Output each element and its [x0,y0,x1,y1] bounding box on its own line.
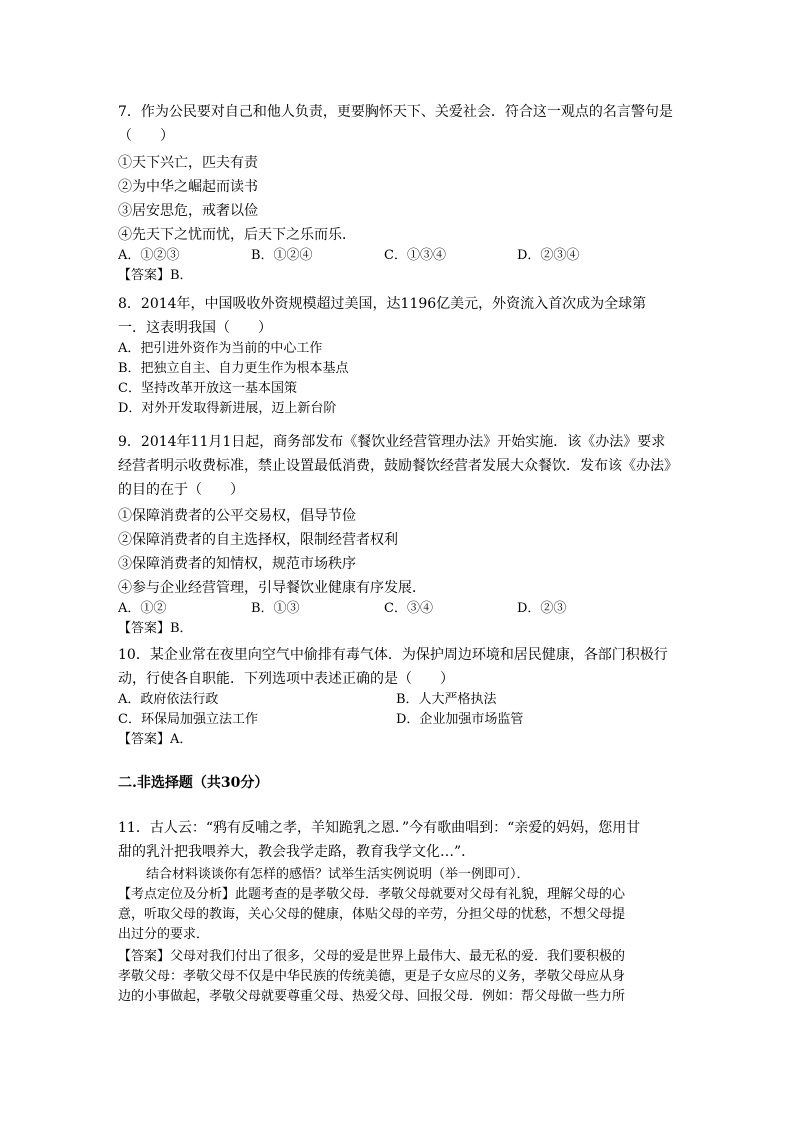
q11-answer-line-2: 孝敬父母：孝敬父母不仅是中华民族的传统美德，更是子女应尽的义务，孝敬父母应从身 [118,969,626,984]
q8-option-d: D．对外开发取得新进展，迈上新台阶 [118,401,337,416]
q8-option-a: A．把引进外资作为当前的中心工作 [118,341,323,356]
q9-item-3: ③保障消费者的知情权，规范市场秩序 [118,556,356,572]
q11-stem-line-1: 11．古人云：“鸦有反哺之孝，羊知跪乳之恩．”今有歌曲唱到：“亲爱的妈妈，您用甘 [118,820,641,836]
q7-options [118,246,688,266]
section-2-title: 二.非选择题（共30分） [118,775,269,791]
q7-option-a: A．①②③ [118,248,180,263]
q7-paren: （ ） [118,128,174,144]
q7-option-c: C．①③④ [384,248,446,263]
question-8 [118,294,688,419]
q10-options-row-2 [118,710,688,730]
question-9 [118,432,688,639]
q11-analysis-line-2: 意，听取父母的教诲，关心父母的健康，体贴父母的辛劳，分担父母的忧愁，不想父母提 [118,907,626,922]
q7-item-3: ③居安思危，戒奢以俭 [118,203,258,219]
q8-stem-line-1: 8．2014年，中国吸收外资规模超过美国，达1196亿美元，外资流入首次成为全球第 [118,296,647,312]
q10-option-a: A．政府依法行政 [118,692,219,707]
q9-item-1: ①保障消费者的公平交易权，倡导节俭 [118,508,356,524]
q8-option-c: C．坚持改革开放这一基本国策 [118,381,297,396]
q10-answer: 【答案】A． [118,732,193,747]
q10-option-c: C．环保局加强立法工作 [118,712,258,727]
q9-stem-line-2: 经营者明示收费标准，禁止设置最低消费，鼓励餐饮经营者发展大众餐饮．发布该《办法》 [118,458,678,474]
q9-option-d: D．②③ [517,601,567,616]
q9-item-2: ②保障消费者的自主选择权，限制经营者权利 [118,532,398,548]
q11-answer-line-1: 【答案】父母对我们付出了很多，父母的爱是世界上最伟大、最无私的爱．我们要积极的 [118,949,626,964]
q9-answer: 【答案】B． [118,621,193,636]
q7-item-1: ①天下兴亡，匹夫有责 [118,155,258,171]
q9-item-4: ④参与企业经营管理，引导餐饮业健康有序发展． [118,580,426,596]
q11-stem-line-2: 甜的乳汁把我喂养大，教会我学走路，教育我学文化…”． [118,844,476,860]
q9-stem-line-3: 的目的在于（ ） [118,482,244,498]
question-7 [118,102,688,286]
q10-stem-line-2: 动，行使各自职能．下列选项中表述正确的是（ ） [118,671,454,687]
q7-item-4: ④先天下之忧而忧，后天下之乐而乐． [118,227,356,243]
q11-analysis-line-3: 出过分的要求． [118,927,210,942]
q9-stem-line-1: 9．2014年11月1日起，商务部发布《餐饮业经营管理办法》开始实施．该《办法》要求 [118,434,666,450]
q7-answer: 【答案】B． [118,268,193,283]
q11-analysis-line-1: 【考点定位及分析】此题考查的是孝敬父母．孝敬父母就要对父母有礼貌，理解父母的心 [118,887,626,902]
q9-option-c: C．③④ [384,601,433,616]
q11-task: 结合材料谈谈你有怎样的感悟？试举生活实例说明（举一例即可）． [146,867,530,882]
q10-option-d: D．企业加强市场监管 [396,712,524,727]
q7-stem: 7．作为公民要对自己和他人负责，更要胸怀天下、关爱社会．符合这一观点的名言警句是 [118,104,673,120]
question-10 [118,645,688,750]
q7-option-d: D．②③④ [517,248,580,263]
q10-option-b: B．人大严格执法 [396,692,497,707]
q8-option-b: B．把独立自主、自力更生作为根本基点 [118,361,349,376]
q10-options-row-1 [118,690,688,710]
q10-stem-line-1: 10．某企业常在夜里向空气中偷排有毒气体．为保护周边环境和居民健康，各部门积极行 [118,647,668,663]
q8-stem-line-2: 一．这表明我国（ ） [118,320,272,336]
q7-option-b: B．①②④ [251,248,313,263]
q9-option-b: B．①③ [251,601,300,616]
q7-item-2: ②为中华之崛起而读书 [118,179,258,195]
q9-options [118,599,688,619]
section-2 [118,772,688,794]
question-11 [118,818,688,1007]
q9-option-a: A．①② [118,601,167,616]
q11-answer-line-3: 边的小事做起，孝敬父母就要尊重父母、热爱父母、回报父母．例如：帮父母做一些力所 [118,989,626,1004]
